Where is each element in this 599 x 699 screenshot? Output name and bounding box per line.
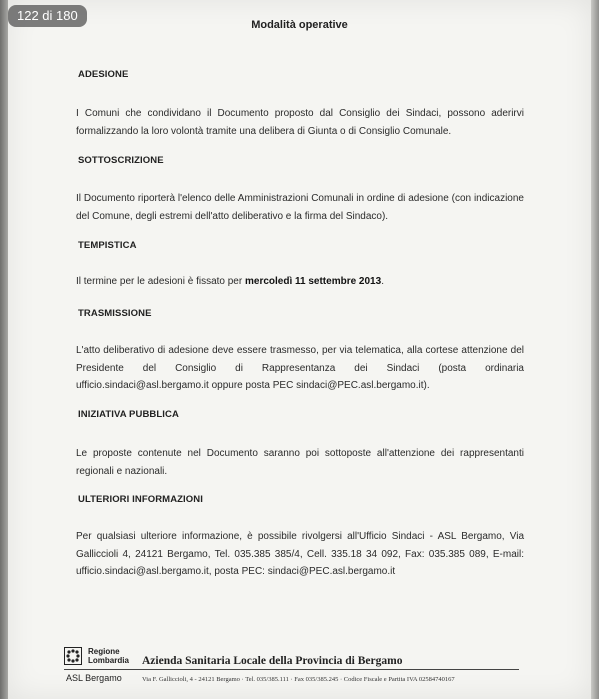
section-heading-adesione: ADESIONE xyxy=(78,69,129,80)
regione-lombardia-label xyxy=(88,647,129,665)
section-text-tempistica xyxy=(76,273,524,291)
logo-line-1: Regione xyxy=(88,647,120,656)
section-text-sottoscrizione: Il Documento riporterà l'elenco delle Amministrazioni Comunali in ordine di adesione (con indicazione del Comune, degli estremi dell'atto deliberativo e la firma del Sindaco). xyxy=(76,193,524,222)
regione-lombardia-logo-icon xyxy=(64,647,82,665)
section-heading-ulteriori: ULTERIORI INFORMAZIONI xyxy=(78,494,203,505)
viewer-left-edge xyxy=(0,0,8,699)
footer-divider xyxy=(64,669,519,670)
footer-organization: Azienda Sanitaria Locale della Provincia di Bergamo xyxy=(142,655,403,667)
viewer-right-edge xyxy=(591,0,599,699)
logo-line-2: Lombardia xyxy=(88,656,129,665)
footer-asl-label: ASL Bergamo xyxy=(66,673,122,683)
section-text-trasmissione: L'atto deliberativo di adesione deve essere trasmesso, per via telematica, alla cortese attenzione del Presidente del Consiglio di Rappresentanza dei Sindaci (posta ordinaria ufficio.sindaci@asl.bergamo.it oppure posta PEC sindaci@PEC.asl.bergamo.it). xyxy=(76,345,524,391)
section-text-ulteriori: Per qualsiasi ulteriore informazione, è possibile rivolgersi all'Ufficio Sindaci - ASL Bergamo, Via Galliccioli 4, 24121 Bergamo, Tel. 035.385 385/4, Cell. 335.18 34 092, Fax: 035.385 089, E-mail: ufficio.sindaci@asl.bergamo.it, posta PEC: sindaci@PEC.asl.bergamo.it xyxy=(76,531,524,577)
section-heading-tempistica: TEMPISTICA xyxy=(78,240,137,251)
page-counter-badge: 122 di 180 xyxy=(8,5,87,27)
footer-address: Via F. Galliccioli, 4 - 24121 Bergamo · Tel. 035/385.111 · Fax 035/385.245 · Codice Fiscale e Partita IVA 02584740167 xyxy=(142,676,455,683)
section-heading-trasmissione: TRASMISSIONE xyxy=(78,308,152,319)
tempistica-text-before: Il termine per le adesioni è fissato per xyxy=(76,276,245,287)
section-heading-sottoscrizione: SOTTOSCRIZIONE xyxy=(78,155,164,166)
tempistica-text-after: . xyxy=(381,276,384,287)
section-text-iniziativa: Le proposte contenute nel Documento saranno poi sottoposte all'attenzione dei rappresentanti regionali e nazionali. xyxy=(76,448,524,477)
tempistica-deadline: mercoledì 11 settembre 2013 xyxy=(244,276,382,287)
section-heading-iniziativa: INIZIATIVA PUBBLICA xyxy=(78,409,179,420)
page-title: Modalità operative xyxy=(251,19,348,31)
section-text-adesione: I Comuni che condividano il Documento proposto dal Consiglio dei Sindaci, possono aderirvi formalizzando la loro volontà tramite una delibera di Giunta o di Consiglio Comunale. xyxy=(76,108,524,137)
